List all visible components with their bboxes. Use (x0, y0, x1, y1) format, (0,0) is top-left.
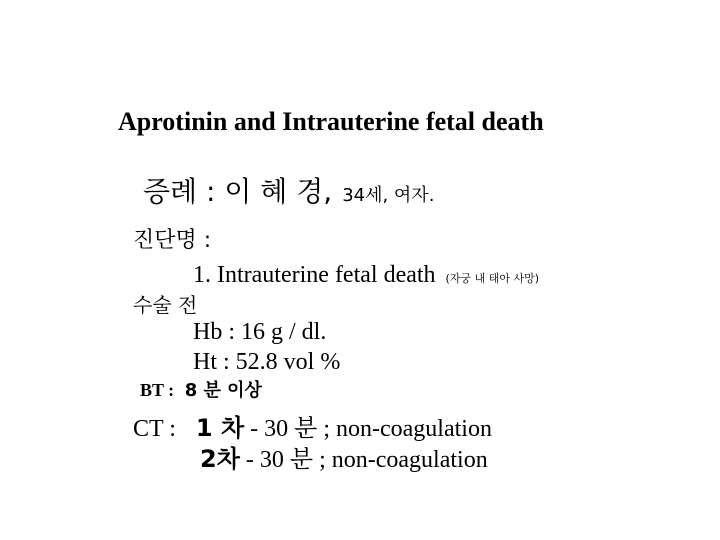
ct-row-1-number: 1 차 (195, 414, 245, 442)
bt-value: 8 분 이상 (184, 380, 262, 401)
case-line (143, 175, 435, 208)
case-label: 증례 : 이 혜 경, (143, 175, 333, 208)
case-details: 34세, 여자. (342, 185, 435, 206)
bt-line (140, 381, 262, 400)
preop-label: 수술 전 (133, 293, 198, 317)
page-title: Aprotinin and Intrauterine fetal death (118, 107, 544, 136)
diagnosis-item-note: (자궁 내 태아 사망) (445, 272, 540, 285)
ct-label: CT : (133, 416, 176, 442)
ct-row-2 (200, 447, 488, 472)
bt-label: BT : (140, 380, 175, 400)
diagnosis-item (193, 263, 539, 287)
ct-row-1 (133, 416, 492, 441)
ct-row-2-text: - 30 분 ; non-coagulation (239, 447, 488, 473)
diagnosis-label: 진단명 : (133, 228, 212, 253)
hb-value: Hb : 16 g / dl. (193, 319, 327, 345)
diagnosis-item-text: 1. Intrauterine fetal death (193, 262, 436, 288)
ht-value: Ht : 52.8 vol % (193, 349, 341, 375)
ct-row-2-number: 2차 (200, 445, 240, 473)
ct-row-1-text: - 30 분 ; non-coagulation (244, 416, 492, 442)
